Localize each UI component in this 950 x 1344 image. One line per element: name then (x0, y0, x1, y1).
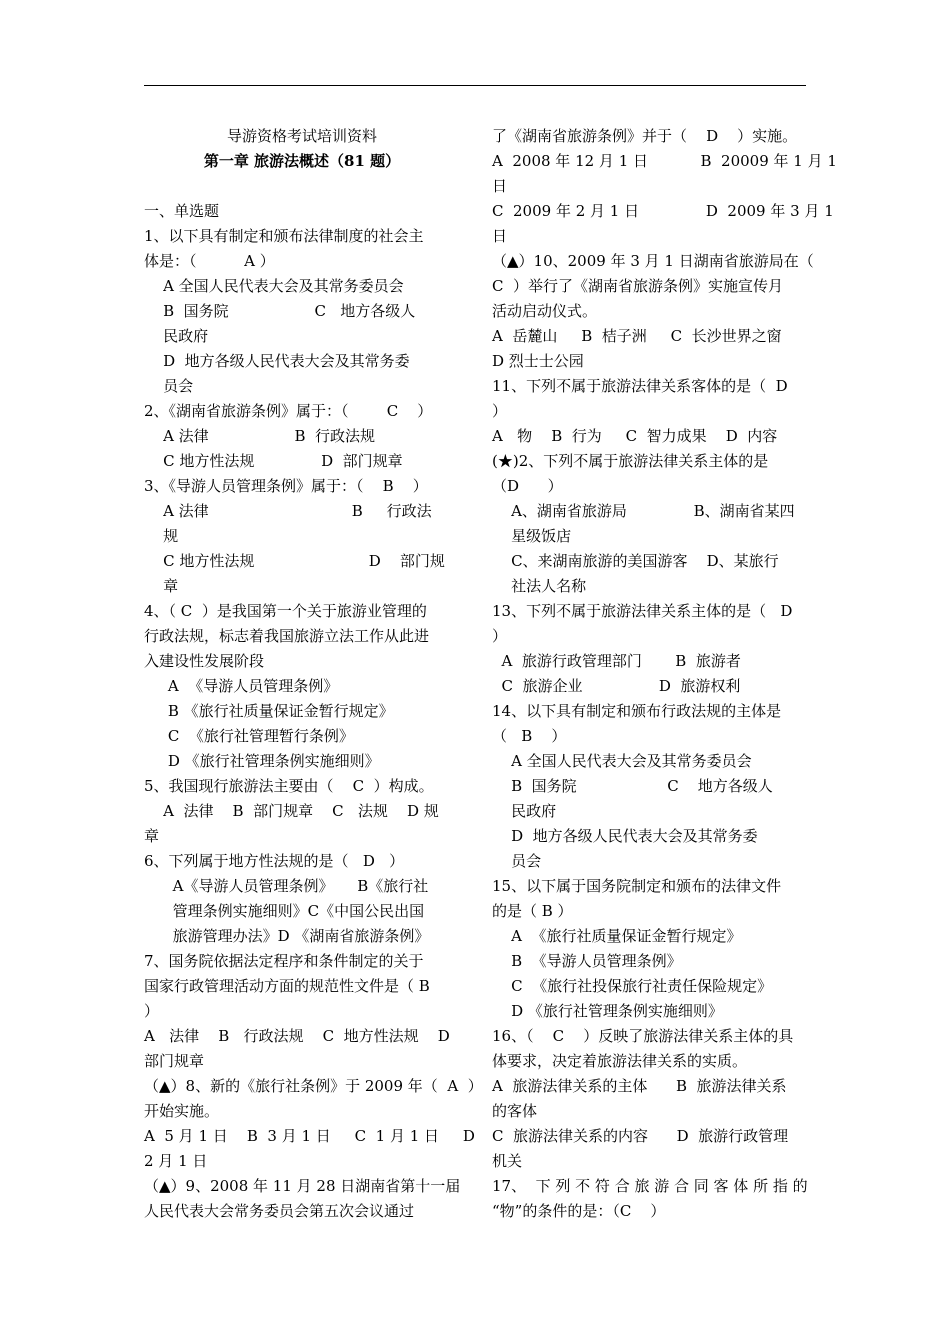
left-column (144, 124, 483, 1224)
text-line: D 《旅行社管理条例实施细则》 (492, 1002, 723, 1020)
text-line: D 地方各级人民代表大会及其常务委 (144, 352, 410, 370)
text-line: 了《湖南省旅游条例》并于（ D ）实施。 (492, 127, 798, 145)
text-line: ） (492, 627, 508, 645)
text-line: C ）举行了《湖南省旅游条例》实施宣传月 (492, 277, 784, 295)
text-line: 日 (492, 177, 508, 195)
text-line: A 旅游法律关系的主体 B 旅游法律关系 (492, 1077, 787, 1095)
text-line: D 地方各级人民代表大会及其常务委 (492, 827, 758, 845)
text-line: （ B ） (492, 727, 567, 745)
text-line: 章 (144, 577, 179, 595)
text-line: 4、（ C ）是我国第一个关于旅游业管理的 (144, 602, 427, 620)
text-line: A 全国人民代表大会及其常务委员会 (492, 752, 752, 770)
text-line (144, 174, 460, 199)
text-line: 2、《湖南省旅游条例》属于：（ C ） (144, 402, 433, 420)
text-line: A 法律 B 部门规章 C 法规 D 规 (144, 802, 439, 820)
text-line: A《导游人员管理条例》 B《旅行社 (144, 877, 429, 895)
text-line: C、来湖南旅游的美国游客 D、某旅行 (492, 552, 779, 570)
text-line: 国家行政管理活动方面的规范性文件是（ B (144, 977, 430, 995)
text-line: 7、国务院依据法定程序和条件制定的关于 (144, 952, 424, 970)
text-line: 机关 (492, 1152, 523, 1170)
text-line: 17、 下 列 不 符 合 旅 游 合 同 客 体 所 指 的 (492, 1177, 808, 1195)
text-line: D 烈士士公园 (492, 352, 584, 370)
text-line: A 全国人民代表大会及其常务委员会 (144, 277, 404, 295)
text-line: 14、以下具有制定和颁布行政法规的主体是 (492, 702, 782, 720)
text-line: 活动启动仪式。 (492, 302, 598, 320)
text-line: 部门规章 (144, 1052, 205, 1070)
text-line: 3、《导游人员管理条例》属于：（ B ） (144, 477, 428, 495)
text-line: A 法律 B 行政法 (144, 502, 432, 520)
text-line: C 《旅行社投保旅行社责任保险规定》 (492, 977, 773, 995)
text-line: A 法律 B 行政法规 (144, 427, 376, 445)
text-line: B 《旅行社质量保证金暂行规定》 (144, 702, 394, 720)
text-line: 民政府 (144, 327, 209, 345)
text-line: 民政府 (492, 802, 557, 820)
text-line: 的是（ B ） (492, 902, 573, 920)
text-line: 1、以下具有制定和颁布法律制度的社会主 (144, 227, 424, 245)
text-line: C 地方性法规 D 部门规章 (144, 452, 403, 470)
text-line: 的客体 (492, 1102, 538, 1120)
text-line: 13、下列不属于旅游法律关系主体的是（ D (492, 602, 793, 620)
text-line: A、湖南省旅游局 B、湖南省某四 (492, 502, 795, 520)
text-line: 入建设性发展阶段 (144, 652, 265, 670)
text-line: A 法律 B 行政法规 C 地方性法规 D (144, 1027, 450, 1045)
text-line: 11、下列不属于旅游法律关系客体的是（ D (492, 377, 788, 395)
text-line: A 物 B 行为 C 智力成果 D 内容 (492, 427, 778, 445)
text-line: 社法人名称 (492, 577, 587, 595)
text-line: 规 (144, 527, 179, 545)
text-line: 一、单选题 (144, 202, 220, 220)
text-line: 行政法规，标志着我国旅游立法工作从此进 (144, 627, 430, 645)
text-line: （▲）8、新的《旅行社条例》于 2009 年（ A ） (144, 1077, 483, 1095)
text-line: B 《导游人员管理条例》 (492, 952, 682, 970)
text-line: 开始实施。 (144, 1102, 220, 1120)
text-line: A 《导游人员管理条例》 (144, 677, 339, 695)
document-title: 导游资格考试培训资料 (226, 127, 377, 145)
text-line: 5、我国现行旅游法主要由（ C ）构成。 (144, 777, 434, 795)
text-line: A 旅游行政管理部门 B 旅游者 (492, 652, 741, 670)
text-line: 体是：（ A ） (144, 252, 275, 270)
text-line: ） (492, 402, 508, 420)
text-line: C 地方性法规 D 部门规 (144, 552, 445, 570)
chapter-title: 第一章 旅游法概述（81 题） (203, 152, 401, 170)
text-line: C 旅游法律关系的内容 D 旅游行政管理 (492, 1127, 789, 1145)
text-line: 6、下列属于地方性法规的是（ D ） (144, 852, 405, 870)
text-line: C 旅游企业 D 旅游权利 (492, 677, 741, 695)
text-line: 人民代表大会常务委员会第五次会议通过 (144, 1202, 415, 1220)
text-line: 2 月 1 日 (144, 1152, 208, 1170)
text-line: 管理条例实施细则》C《中国公民出国 (144, 902, 425, 920)
text-line: 员会 (492, 852, 542, 870)
text-line: 旅游管理办法》D 《湖南省旅游条例》 (144, 927, 430, 945)
text-line: （▲）10、2009 年 3 月 1 日湖南省旅游局在（ (492, 252, 814, 270)
text-line: A 2008 年 12 月 1 日 B 20009 年 1 月 1 (492, 152, 837, 170)
text-line: B 国务院 C 地方各级人 (492, 777, 773, 795)
text-line: (★)2、下列不属于旅游法律关系主体的是 (492, 452, 769, 470)
text-line: C 2009 年 2 月 1 日 D 2009 年 3 月 1 (492, 202, 834, 220)
text-line: C 《旅行社管理暂行条例》 (144, 727, 354, 745)
text-line: A 5 月 1 日 B 3 月 1 日 C 1 月 1 日 D (144, 1127, 475, 1145)
text-line: 星级饭店 (492, 527, 572, 545)
text-line: A 《旅行社质量保证金暂行规定》 (492, 927, 742, 945)
left-column-lines (144, 174, 483, 1224)
text-line: 15、以下属于国务院制定和颁布的法律文件 (492, 877, 782, 895)
text-line: 章 (144, 827, 160, 845)
text-line: A 岳麓山 B 桔子洲 C 长沙世界之窗 (492, 327, 782, 345)
text-line: “物”的条件的是：（C ） (492, 1202, 666, 1220)
text-line: （▲）9、2008 年 11 月 28 日湖南省第十一届 (144, 1177, 461, 1195)
text-line: 日 (492, 227, 508, 245)
right-column (492, 124, 837, 1224)
text-line: ） (144, 1002, 160, 1020)
header-rule (144, 85, 806, 86)
right-column-lines (492, 124, 837, 1224)
text-line: B 国务院 C 地方各级人 (144, 302, 416, 320)
text-line: 员会 (144, 377, 194, 395)
text-line: 体要求，决定着旅游法律关系的实质。 (492, 1052, 748, 1070)
text-line: 16、（ C ）反映了旅游法律关系主体的具 (492, 1027, 794, 1045)
text-line: （D ） (492, 477, 563, 495)
text-line: D 《旅行社管理条例实施细则》 (144, 752, 380, 770)
